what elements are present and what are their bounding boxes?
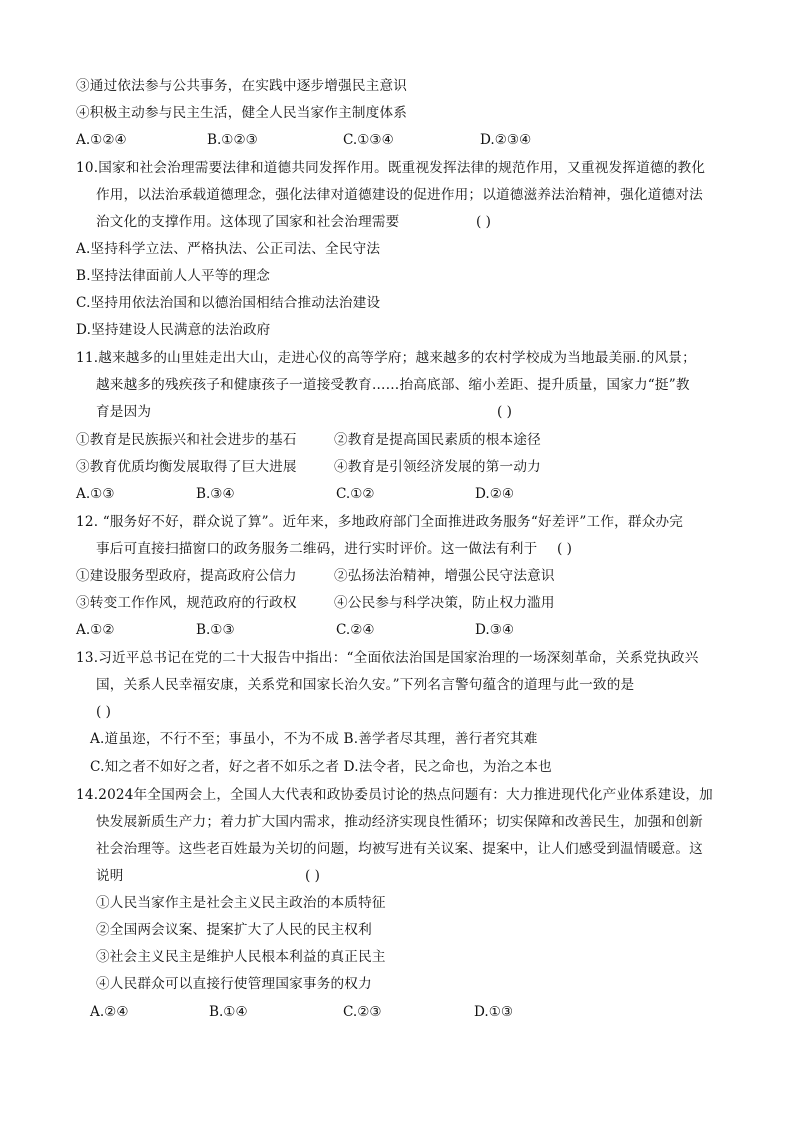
q12-item-1: ①建设服务型政府，提高政府公信力	[76, 568, 297, 584]
q14-item-4: ④人民群众可以直接行使管理国家事务的权力	[96, 976, 372, 992]
q11-option-a: A.①③	[76, 486, 115, 502]
q11-stem-line-1: 11.越来越多的山里娃走出大山，走进心仪的高等学府；越来越多的农村学校成为当地最美丽.的风景；	[76, 350, 696, 366]
q11-option-d: D.②④	[475, 486, 515, 502]
q9-option-b: B.①②③	[207, 132, 258, 148]
q11-stem-line-3: 育是因为	[96, 404, 152, 420]
q11-item-2: ②教育是提高国民素质的根本途径	[334, 432, 541, 448]
q11-item-1: ①教育是民族振兴和社会进步的基石	[76, 432, 297, 448]
q9-option-d: D.②③④	[480, 132, 532, 148]
q12-item-4: ④公民参与科学决策，防止权力滥用	[334, 595, 555, 611]
q14-option-c: C.②③	[343, 1004, 382, 1020]
q13-choice-line-2: C.知之者不如好之者，好之者不如乐之者 D.法令者，民之命也，为治之本也	[90, 759, 552, 775]
q14-item-2: ②全国两会议案、提案扩大了人民的民主权利	[96, 922, 372, 938]
q10-choice-c: C.坚持用依法治国和以德治国相结合推动法治建设	[76, 295, 381, 311]
q10-answer-blank: ( )	[476, 214, 491, 230]
q14-item-3: ③社会主义民主是维护人民根本利益的真正民主	[96, 949, 386, 965]
q13-stem-line-1: 13.习近平总书记在党的二十大报告中指出：“全面依法治国是国家治理的一场深刻革命，关系党执政兴	[76, 650, 699, 666]
q14-stem-line-1: 14.2024年全国两会上，全国人大代表和政协委员讨论的热点问题有：大力推进现代化产业体系建设，加	[76, 787, 713, 803]
q12-option-c: C.②④	[336, 622, 375, 638]
q13-stem-line-2: 国，关系人民幸福安康，关系党和国家长治久安。”下列名言警句蕴含的道理与此一致的是	[96, 677, 635, 693]
q11-option-c: C.①②	[336, 486, 375, 502]
q14-answer-blank: ( )	[305, 868, 320, 884]
q11-item-3: ③教育优质均衡发展取得了巨大进展	[76, 459, 297, 475]
q14-stem-line-2: 快发展新质生产力；着力扩大国内需求，推动经济实现良性循环；切实保障和改善民生，加强和创新	[96, 814, 703, 830]
q12-item-2: ②弘扬法治精神，增强公民守法意识	[334, 568, 555, 584]
q12-option-b: B.①③	[196, 622, 235, 638]
q11-stem-line-2: 越来越多的残疾孩子和健康孩子一道接受教育……抬高底部、缩小差距、提升质量，国家力“挺”教	[96, 377, 690, 393]
q11-option-b: B.③④	[196, 486, 235, 502]
q12-option-a: A.①②	[76, 622, 115, 638]
q12-stem-line-2: 事后可直接扫描窗口的政务服务二维码，进行实时评价。这一做法有利于	[96, 541, 538, 557]
q14-stem-line-3: 社会治理等。这些老百姓最为关切的问题，均被写进有关议案、提案中，让人们感受到温情暖意。这	[96, 841, 703, 857]
q14-stem-line-4: 说明	[96, 868, 124, 884]
q14-option-a: A.②④	[90, 1004, 129, 1020]
q12-stem-line-1: 12. “服务好不好，群众说了算”。近年来，多地政府部门全面推进政务服务“好差评”工作，群众办完	[76, 514, 684, 530]
q14-item-1: ①人民当家作主是社会主义民主政治的本质特征	[96, 895, 386, 911]
q9-item-4: ④积极主动参与民主生活，健全人民当家作主制度体系	[76, 105, 408, 121]
q9-option-a: A.①②④	[76, 132, 127, 148]
q10-choice-d: D.坚持建设人民满意的法治政府	[76, 322, 271, 338]
q11-answer-blank: ( )	[497, 404, 512, 420]
q10-stem-line-1: 10.国家和社会治理需要法律和道德共同发挥作用。既重视发挥法律的规范作用，又重视发挥道德的教化	[76, 160, 706, 176]
q12-answer-blank: ( )	[557, 541, 572, 557]
q10-stem-line-3: 治文化的支撑作用。这体现了国家和社会治理需要	[96, 214, 400, 230]
q10-choice-b: B.坚持法律面前人人平等的理念	[76, 268, 271, 284]
q14-option-d: D.①③	[474, 1004, 514, 1020]
q11-item-4: ④教育是引领经济发展的第一动力	[334, 459, 541, 475]
q10-stem-line-2: 作用，以法治承载道德理念，强化法律对道德建设的促进作用；以道德滋养法治精神，强化道德对法	[96, 187, 703, 203]
q12-item-3: ③转变工作作风，规范政府的行政权	[76, 595, 297, 611]
q9-option-c: C.①③④	[343, 132, 394, 148]
q14-option-b: B.①④	[209, 1004, 248, 1020]
q13-answer-blank: ( )	[96, 704, 111, 720]
q12-option-d: D.③④	[475, 622, 515, 638]
q9-item-3: ③通过依法参与公共事务，在实践中逐步增强民主意识	[76, 78, 408, 94]
q13-choice-line-1: A.道虽迩，不行不至；事虽小，不为不成 B.善学者尽其理，善行者究其难	[90, 731, 538, 747]
q10-choice-a: A.坚持科学立法、严格执法、公正司法、全民守法	[76, 241, 381, 257]
